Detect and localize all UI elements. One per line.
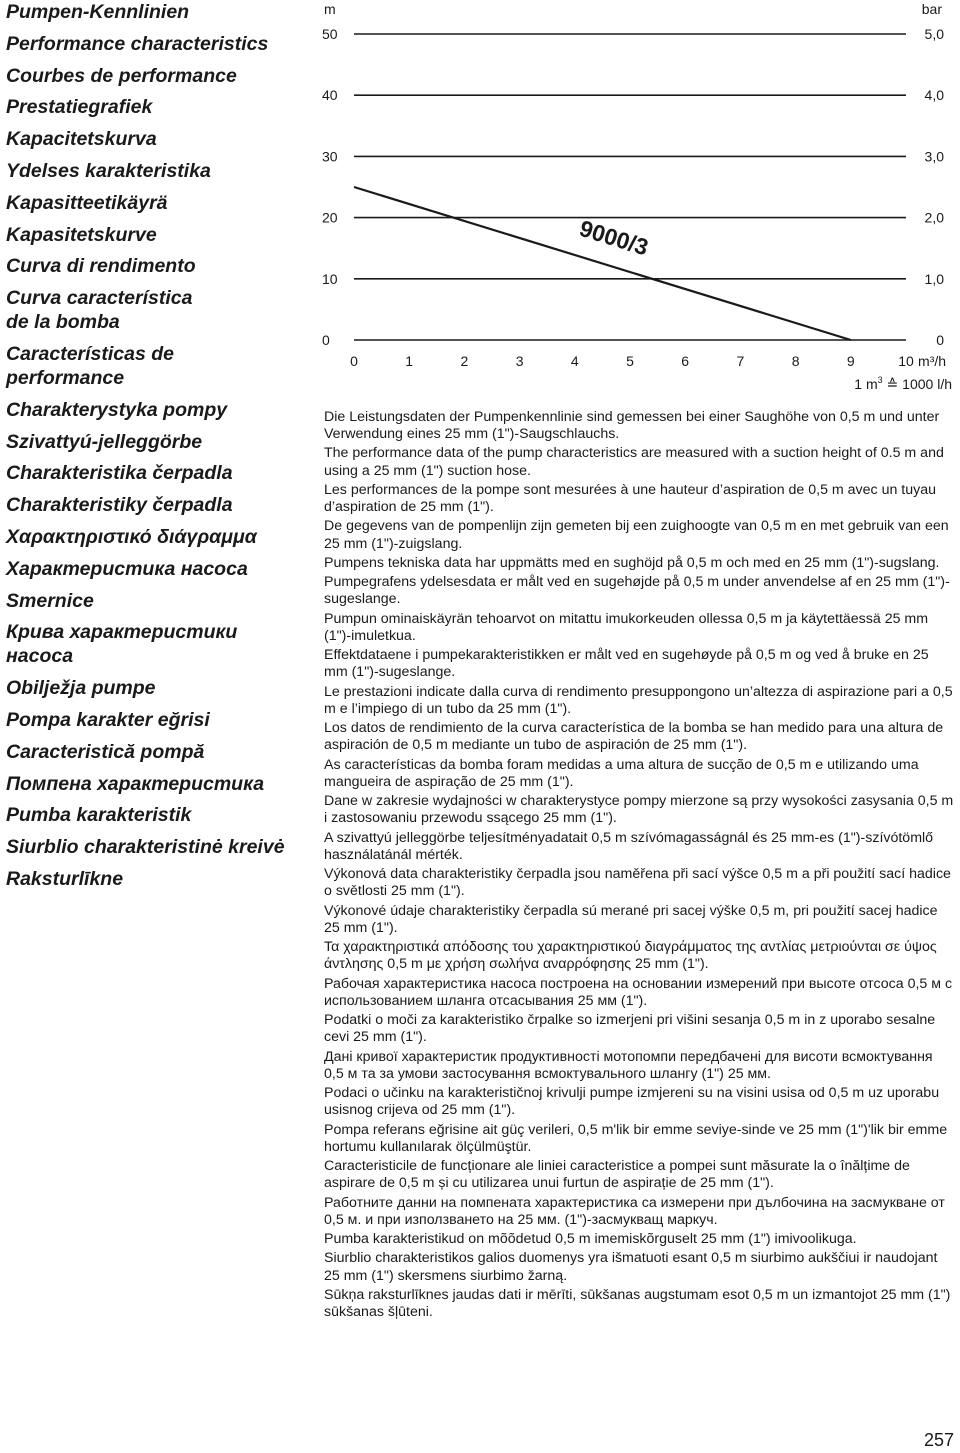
title-item: Pumpen-Kennlinien (6, 1, 190, 23)
footnote-part: 1000 l/h (902, 376, 952, 392)
title-item: Charakterystyka pompy (6, 398, 228, 421)
title-item: Kapasitetskurve (6, 223, 157, 246)
description-paragraph: Pompa referans eğrisine ait güç verileri, 0,5 m'lik bir emme seviye-sinde ve 25 mm (1")'lik bir emme hortumu kullanılarak ölçülmüştür. (324, 1121, 948, 1155)
title-item: Performance characteristics (6, 32, 269, 55)
x-tick-label: 7 (736, 353, 745, 369)
description-paragraph: Рабочая характеристика насоса построена на основании измерений при высоте отсоса 0,5 м с использованием шланга отсасывания 25 мм (1"). (324, 975, 953, 1009)
x-tick-label: 10 (898, 353, 914, 369)
description-paragraph: As características da bomba foram medidas a uma altura de sucção de 0,5 m e utilizando uma mangueira de aspiração de 25 mm (1"). (324, 756, 919, 790)
y-tick-label: 40 (322, 87, 338, 104)
unit-footnote (854, 375, 952, 392)
title-item: Caracteristică pompă (6, 740, 205, 763)
title-item: Помпена характеристика (6, 772, 265, 795)
description-paragraph: Pumpegrafens ydelsesdata er målt ved en sugehøjde på 0,5 m under anvendelse af en 25 mm (1")-sugeslange. (324, 574, 950, 608)
description-paragraph: Pumba karakteristikud on mõõdetud 0,5 m imemiskõrguselt 25 mm (1") imivoolikuga. (324, 1231, 857, 1248)
description-paragraph: Pumpens tekniska data har uppmätts med en sughöjd på 0,5 m och med en 25 mm (1")-sugslang. (324, 554, 940, 571)
description-paragraph: A szivattyú jelleggörbe teljesítményadatait 0,5 m szívómagasságnál és 25 mm-es (1")-szívótömlő használatánál mérték. (324, 829, 934, 863)
description-paragraph: Podaci o učinku na karakterističnoj krivulji pumpe izmjereni su na visini usisa od 0,5 m uz uporabu usisnog crijeva od 25 mm (1"). (324, 1085, 940, 1119)
y-tick-label: 20 (322, 209, 338, 226)
title-item: Kapacitetskurva (6, 128, 157, 151)
description-paragraph: Les performances de la pompe sont mesurées à une hauteur d’aspiration de 0,5 m avec un tuyau d’aspiration de 25 mm (1"). (324, 481, 937, 516)
description-paragraph: Podatki o moči za karakteristiko črpalke so izmerjeni pri višini sesanja 0,5 m in z uporabo sesalne cevi 25 mm (1"). (324, 1012, 936, 1046)
y2-tick-label: 5,0 (924, 26, 944, 42)
y2-tick-label: 2,0 (924, 209, 944, 226)
description-paragraph: Sūkņa raksturlīknes jaudas dati ir mērīti, sūkšanas augstumam esot 0,5 m un izmantojot 25 mm (1") sūkšanas šļūteni. (324, 1286, 951, 1321)
description-paragraph: Dane w zakresie wydajności w charakterystyce pompy mierzone są przy wysokości zasysania 0,5 m i zastosowaniu przewodu ssącego 25 mm (1"). (324, 793, 954, 827)
description-paragraph: Výkonová data charakteristiky čerpadla jsou naměřena při sací výšce 0,5 m a při použití sací hadice o světlosti 25 mm (1"). (324, 866, 951, 900)
y2-tick-label: 4,0 (924, 87, 944, 104)
x-tick-label: 3 (515, 353, 524, 369)
series-line (354, 187, 851, 340)
title-item: Raksturlīkne (6, 867, 124, 890)
description-paragraphs (324, 409, 954, 1323)
description-paragraph: Pumpun ominaiskäyrän tehoarvot on mitattu imukorkeuden ollessa 0,5 m ja käytettäessä 25 mm (1")-imuletkua. (324, 610, 929, 644)
description-paragraph: Effektdataene i pumpekarakteristikken er målt ved en sugehøyde på 0,5 m og ved å bruke en 25 mm (1")-sugeslange. (324, 647, 929, 681)
footnote-part: 1 m (854, 376, 878, 392)
description-paragraph: De gegevens van de pompenlijn zijn gemeten bij een zuighoogte van 0,5 m en met gebruik van een 25 mm (1")-zuigslang. (324, 518, 949, 552)
title-item: Pompa karakter eğrisi (6, 708, 210, 731)
y2-tick-label: 3,0 (924, 148, 944, 165)
x-tick-label: 9 (846, 353, 855, 369)
y-tick-label: 50 (322, 26, 338, 42)
title-item: Siurblio charakteristinė kreivė (6, 836, 285, 859)
x-tick-label: 0 (350, 353, 358, 369)
title-item: Характеристика насоса (6, 557, 248, 580)
description-paragraph: Работните данни на помпената характеристика са измерени при дълбочина на засмукване от 0,5 м. и при използването на 25 мм. (1")-засмукващ маркуч. (324, 1194, 945, 1228)
title-item: Charakteristika čerpadla (6, 462, 233, 485)
page-number: 257 (923, 1430, 954, 1450)
title-item: Courbes de performance (6, 64, 237, 87)
title-item: Ydelses karakteristika (6, 159, 211, 182)
x-tick-label: 2 (460, 353, 469, 369)
series-label: 9000/3 (576, 214, 652, 261)
title-item: Curva característica de la bomba (6, 287, 193, 334)
footnote-part: 3 (877, 375, 883, 385)
y-axis-label: m (324, 1, 336, 17)
x-tick-label: 1 (405, 353, 414, 369)
description-paragraph: Дані кривої характеристик продуктивності мотопомпи передбачені для висоти всмоктування 0,5 м та за умови застосування всмоктувального шлангу (1") 25 мм. (324, 1048, 933, 1082)
x-tick-label: 6 (681, 353, 690, 369)
footnote-part: ≙ (882, 376, 903, 392)
title-item: Charakteristiky čerpadla (6, 494, 233, 517)
title-item: Pumba karakteristik (6, 804, 192, 827)
title-item: Szivattyú-jelleggörbe (6, 430, 203, 453)
y-tick-label: 0 (322, 332, 330, 348)
description-paragraph: Τα χαρακτηριστικά απόδοσης του χαρακτηριστικού διαγράμματος της αντλίας μετριούνται σε ύψος άντλησης 0,5 m με χρήση σωλήνα αναρρόφησης 25 mm (1"). (324, 939, 937, 973)
description-paragraph: Caracteristicile de funcționare ale liniei caracteristice a pompei sunt măsurate la o înălțime de aspirare de 0,5 m și cu utilizarea unui furtun de aspirație de 25 mm (1"). (324, 1158, 910, 1192)
title-item: Χαρακτηριστικό διάγραμμα (6, 525, 257, 548)
title-item: Curva di rendimento (6, 255, 196, 278)
description-paragraph: Die Leistungsdaten der Pumpenkennlinie sind gemessen bei einer Saughöhe von 0,5 m und unter Verwendung eines 25 mm (1")-Saugschlauchs. (324, 409, 940, 443)
title-item: Prestatiegrafiek (6, 96, 153, 119)
title-item: Kapasitteetikäyrä (6, 191, 168, 214)
pump-performance-chart (316, 0, 960, 400)
title-item: Características de performance (6, 342, 175, 389)
y-tick-label: 30 (322, 148, 338, 165)
title-list (6, 0, 314, 899)
x-tick-label: 5 (626, 353, 634, 369)
description-paragraph: Siurblio charakteristikos galios duomenys yra išmatuoti esant 0,5 m siurbimo aukščiui ir naudojant 25 mm (1") skersmens siurbimo žarną. (324, 1250, 938, 1284)
description-paragraph: Los datos de rendimiento de la curva característica de la bomba se han medido para una altura de aspiración de 0,5 m mediante un tubo de aspiración de 25 mm (1"). (324, 720, 944, 754)
title-item: Крива характеристики насоса (6, 621, 238, 668)
y-tick-label: 10 (322, 270, 338, 287)
title-item: Obilježja pumpe (6, 677, 156, 700)
y2-axis-label: bar (921, 1, 942, 17)
x-tick-label: 8 (791, 353, 800, 369)
description-paragraph: Výkonové údaje charakteristiky čerpadla sú merané pri sacej výške 0,5 m, pri použití sacej hadice 25 mm (1"). (324, 902, 938, 936)
description-paragraph: The performance data of the pump characteristics are measured with a suction height of 0.5 m and using a 25 mm (1") suction hose. (324, 445, 944, 479)
y2-tick-label: 0 (936, 332, 944, 348)
title-item: Smernice (6, 589, 94, 612)
x-axis-label: m³/h (918, 353, 946, 369)
x-tick-label: 4 (570, 353, 579, 369)
description-paragraph: Le prestazioni indicate dalla curva di rendimento presuppongono un’altezza di aspirazione pari a 0,5 m e l’impiego di un tubo da 25 mm (1"). (324, 683, 953, 717)
y2-tick-label: 1,0 (924, 270, 944, 287)
